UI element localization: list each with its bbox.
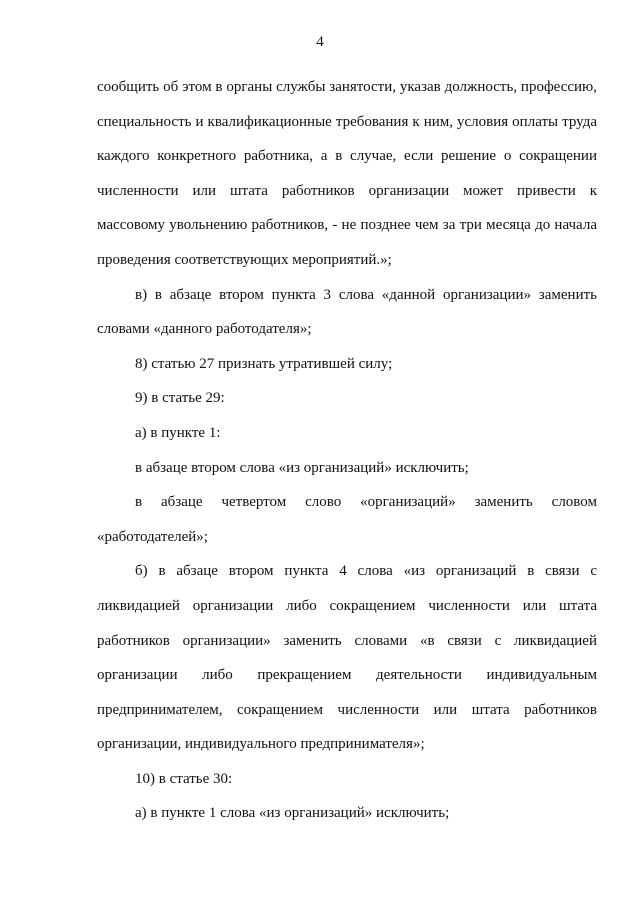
paragraph-item-10: 10) в статье 30: <box>135 770 233 787</box>
paragraph-item-v: в) в абзаце втором пункта 3 слова «данной организации» заменить словами «данного работодателя»; <box>97 286 597 338</box>
paragraph-subitem-a: а) в пункте 1: <box>135 424 221 441</box>
document-body <box>97 70 597 831</box>
paragraph-subitem-b: б) в абзаце втором пункта 4 слова «из организаций в связи с ликвидацией организации либо сокращением численности или штата работников организации» заменить словами «в связи с ликвидацией организации либо прекращением деятельности индивидуальным предпринимателем, сокращением численности или штата работников организации, индивидуального предпринимателя»; <box>97 563 597 753</box>
paragraph-continuation: сообщить об этом в органы службы занятости, указав должность, профессию, специальность и квалификационные требования к ним, условия оплаты труда каждого конкретного работника, а в случае, если решение о сокращении численности или штата работников организации может привести к массовому увольнению работников, - не позднее чем за три месяца до начала проведения соответствующих мероприятий.»; <box>97 79 597 268</box>
paragraph-abzac-4: в абзаце четвертом слово «организаций» заменить словом «работодателей»; <box>97 494 597 545</box>
paragraph-item-10-a: а) в пункте 1 слова «из организаций» исключить; <box>135 805 450 822</box>
page-number: 4 <box>316 34 324 50</box>
paragraph-item-9: 9) в статье 29: <box>135 390 225 407</box>
paragraph-abzac-2: в абзаце втором слова «из организаций» исключить; <box>135 459 469 476</box>
paragraph-item-8: 8) статью 27 признать утратившей силу; <box>135 355 393 372</box>
